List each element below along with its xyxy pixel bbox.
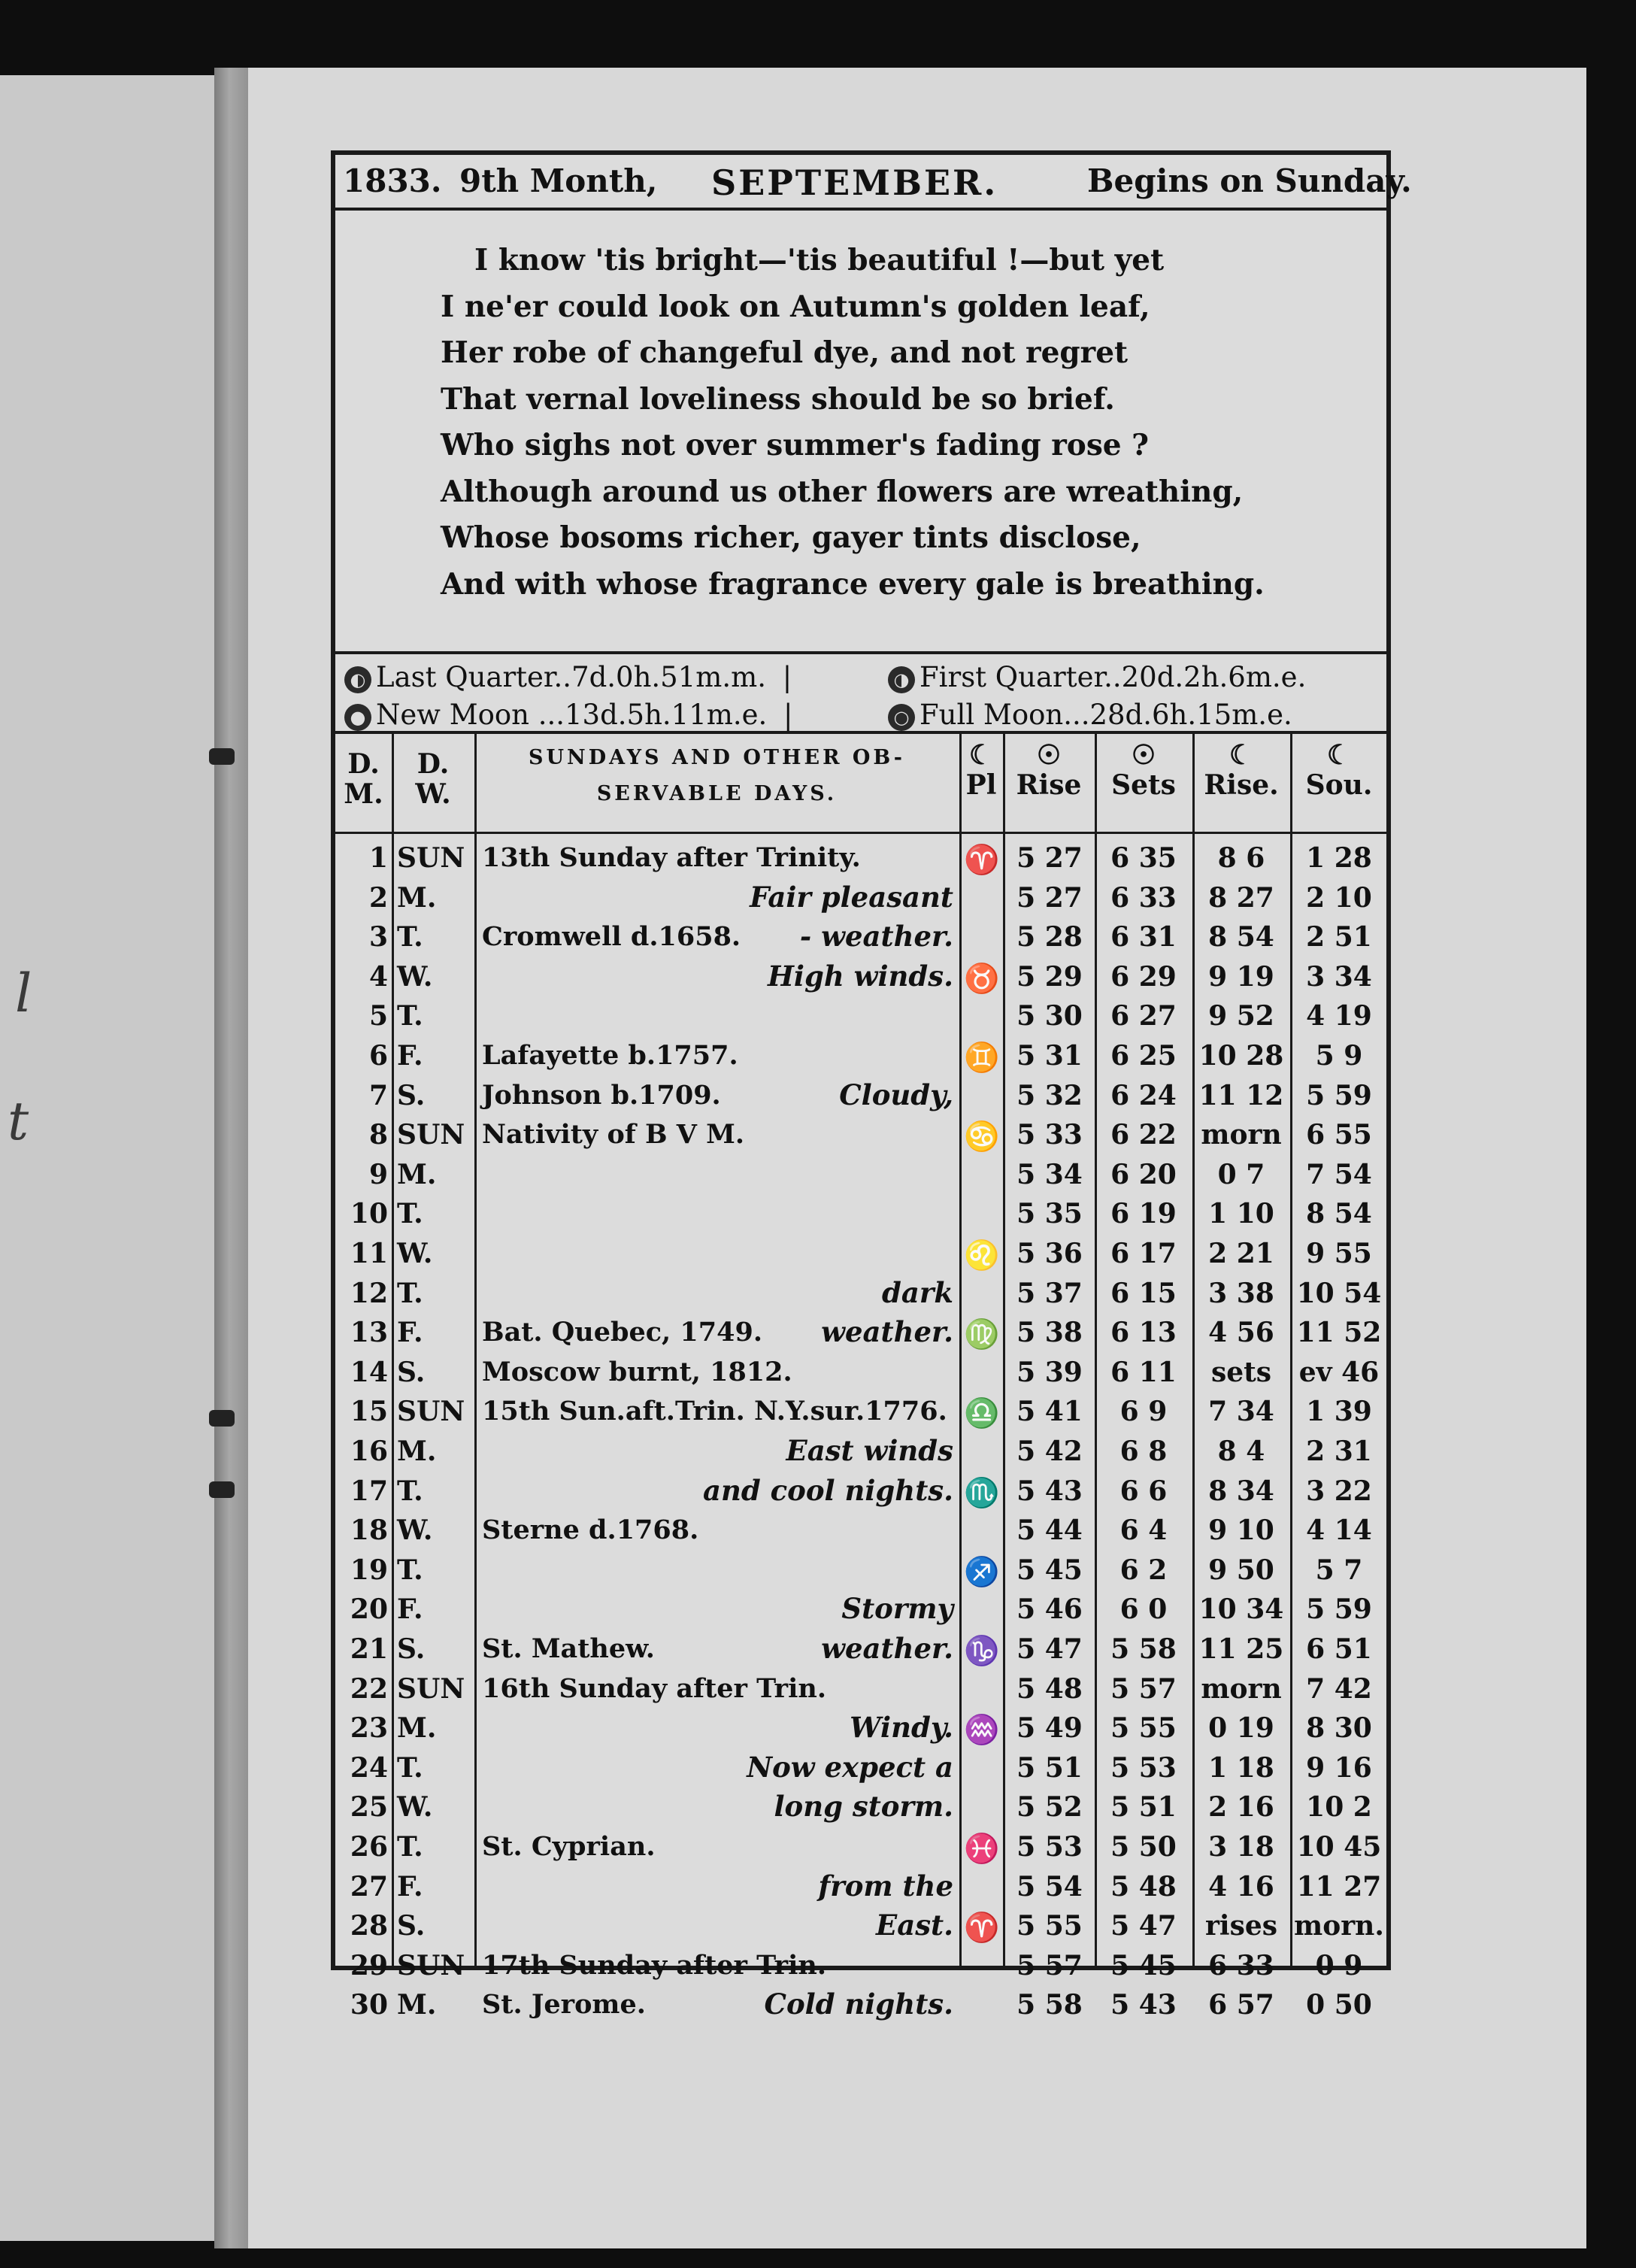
sun-sets: 6 33 (1110, 881, 1177, 914)
weather-note: long storm. (774, 1790, 953, 1824)
moon-rise: 8 27 (1208, 881, 1274, 914)
moon-south: 10 2 (1306, 1791, 1372, 1824)
planet-sign: ♈ (964, 842, 1000, 876)
moon-south: 4 14 (1306, 1515, 1372, 1547)
day-of-month: 28 (350, 1910, 388, 1942)
moon-south: 11 52 (1296, 1317, 1382, 1349)
sun-sets: 6 35 (1110, 842, 1177, 874)
book-gutter (214, 68, 252, 2248)
observance: 15th Sun.aft.Trin. N.Y.sur.1776. (482, 1396, 947, 1427)
moon-south: 9 16 (1306, 1751, 1372, 1784)
day-of-month: 15 (350, 1396, 388, 1428)
sun-sets: 6 6 (1119, 1475, 1168, 1507)
sun-sets: 6 13 (1110, 1317, 1177, 1349)
day-of-week: SUN (397, 1396, 465, 1428)
sun-sets: 6 24 (1110, 1079, 1177, 1111)
day-of-month: 19 (350, 1554, 388, 1586)
moon-south: 3 22 (1306, 1475, 1372, 1507)
table-row (335, 1116, 1386, 1156)
year: 1833. (343, 162, 442, 199)
day-of-week: W. (397, 1238, 433, 1269)
moon-south: 10 54 (1296, 1277, 1382, 1309)
moon-rise: 9 52 (1208, 1000, 1274, 1032)
almanac-sheet (331, 150, 1412, 2021)
sun-sets: 6 27 (1110, 1000, 1177, 1032)
moon-rise: 8 4 (1217, 1436, 1265, 1467)
observance: Johnson b.1709. (482, 1079, 721, 1111)
last-quarter: ◐ Last Quarter..7d.0h.51m.m. | (344, 659, 792, 696)
sun-rise: 5 47 (1016, 1633, 1083, 1665)
moon-rise: 0 7 (1217, 1158, 1265, 1190)
day-of-week: SUN (397, 842, 465, 874)
sun-icon: ☉ (1036, 739, 1062, 771)
col-sun-sets: ☉ Sets (1095, 740, 1192, 800)
day-of-month: 24 (350, 1751, 388, 1784)
planet-sign: ♎ (964, 1396, 1000, 1430)
weather-note: Cold nights. (764, 1988, 953, 2021)
binding-stitch (209, 1410, 235, 1427)
sun-rise: 5 29 (1016, 960, 1083, 993)
sun-rise: 5 36 (1016, 1238, 1083, 1269)
moon-rise: 6 33 (1208, 1949, 1274, 1981)
table-row (335, 1551, 1386, 1591)
day-of-week: SUN (397, 1672, 465, 1705)
weather-note: and cool nights. (703, 1473, 953, 1507)
sun-rise: 5 49 (1016, 1712, 1083, 1745)
sun-sets: 5 58 (1110, 1633, 1177, 1665)
weather-note: from the (818, 1869, 953, 1903)
day-of-month: 7 (368, 1079, 388, 1111)
moon-rise: rises (1204, 1910, 1278, 1942)
planet-sign: ♓ (964, 1831, 1000, 1865)
new-moon-icon: ● (344, 704, 371, 731)
weather-note: Stormy (841, 1592, 953, 1626)
table-row (335, 1828, 1386, 1868)
table-row (335, 1037, 1386, 1077)
poem-line: I ne'er could look on Autumn's golden leaf, (441, 289, 1150, 324)
col-sun-rise: ☉ Rise (1003, 740, 1095, 800)
day-of-month: 30 (350, 1989, 388, 2021)
moon-rise: 10 34 (1198, 1593, 1284, 1626)
moon-south: morn. (1294, 1910, 1384, 1942)
observance: Cromwell d.1658. (482, 921, 741, 953)
moon-south: 4 19 (1306, 1000, 1372, 1032)
sun-rise: 5 37 (1016, 1277, 1083, 1309)
phase-separator: | (782, 661, 792, 693)
moon-rise: morn (1201, 1672, 1282, 1705)
calendar-table (335, 734, 1386, 2021)
moon-south: 3 34 (1306, 960, 1372, 993)
poem-line: Whose bosoms richer, gayer tints disclose, (441, 520, 1141, 555)
sun-rise: 5 42 (1016, 1436, 1083, 1467)
sun-sets: 6 31 (1110, 921, 1177, 954)
sun-sets: 5 50 (1110, 1831, 1177, 1863)
day-of-month: 9 (368, 1158, 388, 1190)
day-of-week: W. (397, 960, 433, 993)
day-of-week: T. (397, 1751, 423, 1784)
moon-rise: 9 19 (1208, 960, 1274, 993)
poem-line: That vernal loveliness should be so brief. (441, 381, 1115, 417)
table-row (335, 1393, 1386, 1433)
moon-south: 5 59 (1306, 1079, 1372, 1111)
weather-note: - weather. (799, 920, 953, 954)
sun-rise: 5 30 (1016, 1000, 1083, 1032)
moon-rise: 1 10 (1208, 1198, 1274, 1230)
day-of-month: 17 (350, 1475, 388, 1507)
day-of-week: S. (397, 1079, 426, 1111)
day-of-month: 8 (368, 1119, 388, 1151)
weather-note: weather. (821, 1632, 953, 1665)
sun-rise: 5 41 (1016, 1396, 1083, 1428)
sun-sets: 6 20 (1110, 1158, 1177, 1190)
planet-sign: ♐ (964, 1554, 1000, 1588)
poem-line: And with whose fragrance every gale is breathing. (441, 566, 1265, 602)
month-header (335, 155, 1412, 211)
sun-sets: 5 43 (1110, 1989, 1177, 2021)
day-of-month: 23 (350, 1712, 388, 1745)
sun-sets: 6 22 (1110, 1119, 1177, 1151)
day-of-month: 4 (368, 960, 388, 993)
sun-rise: 5 54 (1016, 1870, 1083, 1903)
col-day-month: D. M. (344, 748, 383, 810)
day-of-month: 5 (368, 1000, 388, 1032)
moon-south: 9 55 (1306, 1238, 1372, 1269)
poem-line: Who sighs not over summer's fading rose ? (441, 428, 1150, 462)
sun-sets: 5 55 (1110, 1712, 1177, 1745)
observance: St. Jerome. (482, 1989, 646, 2021)
weather-note: Cloudy, (839, 1078, 953, 1111)
moon-rise: 11 25 (1198, 1633, 1284, 1665)
sun-rise: 5 58 (1016, 1989, 1083, 2021)
moon-rise: 1 18 (1208, 1751, 1274, 1784)
sun-rise: 5 33 (1016, 1119, 1083, 1151)
begins-on: Begins on Sunday. (1087, 162, 1412, 199)
sun-rise: 5 38 (1016, 1317, 1083, 1349)
observance: Bat. Quebec, 1749. (482, 1317, 763, 1348)
weather-note: East. (876, 1909, 953, 1942)
col-south: ☾ Sou. (1290, 740, 1388, 800)
day-of-week: S. (397, 1356, 426, 1388)
sun-rise: 5 52 (1016, 1791, 1083, 1824)
day-of-month: 13 (350, 1317, 388, 1349)
moon-south: 8 30 (1306, 1712, 1372, 1745)
day-of-week: M. (397, 881, 437, 914)
sun-sets: 5 48 (1110, 1870, 1177, 1903)
moon-south: 2 31 (1306, 1436, 1372, 1467)
day-of-week: T. (397, 1475, 423, 1507)
col-observable-days: SUNDAYS AND OTHER OB- SERVABLE DAYS. (529, 746, 905, 805)
table-row (335, 1670, 1386, 1710)
sun-sets: 5 53 (1110, 1751, 1177, 1784)
day-of-month: 2 (368, 881, 388, 914)
moon-south: 0 50 (1306, 1989, 1372, 2021)
observance: Nativity of B V M. (482, 1119, 745, 1151)
observance: St. Mathew. (482, 1633, 655, 1664)
sun-rise: 5 48 (1016, 1672, 1083, 1705)
day-of-week: T. (397, 921, 423, 954)
sun-sets: 5 45 (1110, 1949, 1177, 1981)
day-of-week: SUN (397, 1119, 465, 1151)
sun-rise: 5 35 (1016, 1198, 1083, 1230)
col-moon-rise: ☾ Rise. (1192, 740, 1290, 800)
moon-rise: 11 12 (1198, 1079, 1284, 1111)
poem-line: I know 'tis bright—'tis beautiful !—but yet (474, 243, 1165, 277)
day-of-week: F. (397, 1593, 423, 1626)
moon-south: 7 54 (1306, 1158, 1372, 1190)
moon-rise: 9 50 (1208, 1554, 1274, 1586)
day-of-week: T. (397, 1554, 423, 1586)
sun-sets: 6 9 (1119, 1396, 1168, 1428)
moon-south: 5 9 (1315, 1040, 1363, 1072)
day-of-week: M. (397, 1436, 437, 1467)
moon-south: 1 39 (1306, 1396, 1372, 1428)
sun-sets: 6 17 (1110, 1238, 1177, 1269)
sun-rise: 5 57 (1016, 1949, 1083, 1981)
handwritten-mark: t (8, 1090, 29, 1152)
weather-note: Windy. (850, 1711, 953, 1745)
day-of-month: 1 (368, 842, 388, 874)
sun-sets: 5 47 (1110, 1910, 1177, 1942)
moon-south: 5 7 (1315, 1554, 1363, 1586)
sun-sets: 6 29 (1110, 960, 1177, 993)
planet-sign: ♉ (964, 960, 1000, 995)
observance: St. Cyprian. (482, 1831, 656, 1862)
left-page (0, 75, 226, 2241)
day-of-week: M. (397, 1712, 437, 1745)
day-of-month: 22 (350, 1672, 388, 1705)
first-quarter-icon: ◑ (888, 666, 915, 693)
table-row (335, 1947, 1386, 1987)
table-row (335, 997, 1386, 1037)
moon-south: 2 10 (1306, 881, 1372, 914)
sun-rise: 5 53 (1016, 1831, 1083, 1863)
moon-rise: 7 34 (1208, 1396, 1274, 1428)
observance: 17th Sunday after Trin. (482, 1949, 827, 1981)
first-quarter: ◑ First Quarter..20d.2h.6m.e. (888, 659, 1306, 696)
table-row (335, 1156, 1386, 1196)
table-row (335, 839, 1386, 879)
full-moon-icon: ○ (888, 704, 915, 731)
planet-sign: ♏ (964, 1475, 1000, 1509)
day-of-month: 26 (350, 1831, 388, 1863)
planet-sign: ♒ (964, 1712, 1000, 1747)
moon-rise: 6 57 (1208, 1989, 1274, 2021)
weather-note: Fair pleasant (750, 880, 953, 914)
sun-rise: 5 46 (1016, 1593, 1083, 1626)
moon-icon: ☾ (1326, 739, 1352, 771)
planet-sign: ♑ (964, 1633, 1000, 1667)
day-of-month: 14 (350, 1356, 388, 1388)
sun-sets: 5 51 (1110, 1791, 1177, 1824)
last-quarter-icon: ◐ (344, 666, 371, 693)
sun-sets: 6 19 (1110, 1198, 1177, 1230)
day-of-week: S. (397, 1633, 426, 1665)
planet-sign: ♋ (964, 1119, 1000, 1154)
weather-note: weather. (821, 1315, 953, 1349)
day-of-week: M. (397, 1158, 437, 1190)
moon-rise: 2 21 (1208, 1238, 1274, 1269)
moon-rise: 2 16 (1208, 1791, 1274, 1824)
full-moon: ○ Full Moon...28d.6h.15m.e. (888, 696, 1292, 734)
moon-rise: 3 38 (1208, 1277, 1274, 1309)
moon-south: 1 28 (1306, 842, 1372, 874)
moon-south: 0 9 (1315, 1949, 1363, 1981)
moon-rise: 4 16 (1208, 1870, 1274, 1903)
moon-rise: 0 19 (1208, 1712, 1274, 1745)
day-of-month: 6 (368, 1040, 388, 1072)
sun-rise: 5 44 (1016, 1515, 1083, 1547)
day-of-week: M. (397, 1989, 437, 2021)
day-of-month: 21 (350, 1633, 388, 1665)
moon-rise: 10 28 (1198, 1040, 1284, 1072)
day-of-week: F. (397, 1040, 423, 1072)
day-of-month: 20 (350, 1593, 388, 1626)
day-of-month: 10 (350, 1198, 388, 1230)
moon-rise: morn (1201, 1119, 1282, 1151)
moon-rise: sets (1210, 1356, 1272, 1388)
moon-south: 10 45 (1296, 1831, 1382, 1863)
poem (441, 238, 1365, 608)
weather-note: Now expect a (747, 1750, 953, 1784)
planet-sign: ♊ (964, 1040, 1000, 1074)
month-number: 9th Month, (459, 162, 658, 199)
binding-stitch (209, 748, 235, 765)
moon-icon: ☾ (968, 739, 994, 771)
sun-sets: 5 57 (1110, 1672, 1177, 1705)
planet-sign: ♈ (964, 1910, 1000, 1945)
day-of-week: T. (397, 1277, 423, 1309)
sun-rise: 5 27 (1016, 842, 1083, 874)
day-of-month: 3 (368, 921, 388, 954)
sun-rise: 5 43 (1016, 1475, 1083, 1507)
day-of-week: T. (397, 1831, 423, 1863)
sun-sets: 6 2 (1119, 1554, 1168, 1586)
sun-sets: 6 0 (1119, 1593, 1168, 1626)
moon-south: 6 55 (1306, 1119, 1372, 1151)
day-of-month: 12 (350, 1277, 388, 1309)
observance: Moscow burnt, 1812. (482, 1356, 792, 1387)
day-of-month: 16 (350, 1436, 388, 1467)
sun-rise: 5 27 (1016, 881, 1083, 914)
weather-note: East winds (786, 1434, 953, 1467)
day-of-week: T. (397, 1000, 423, 1032)
poem-line: Although around us other flowers are wreathing, (441, 474, 1244, 509)
day-of-week: W. (397, 1515, 433, 1547)
moon-phases (335, 651, 1386, 734)
month-title: SEPTEMBER. (711, 162, 998, 203)
binding-stitch (209, 1481, 235, 1498)
weather-note: dark (882, 1275, 953, 1309)
moon-rise: 8 6 (1217, 842, 1265, 874)
moon-south: 8 54 (1306, 1198, 1372, 1230)
day-of-month: 27 (350, 1870, 388, 1903)
day-of-week: T. (397, 1198, 423, 1230)
day-of-week: F. (397, 1870, 423, 1903)
sun-sets: 6 4 (1119, 1515, 1168, 1547)
observance: 13th Sunday after Trinity. (482, 842, 861, 873)
observance: Lafayette b.1757. (482, 1040, 738, 1071)
moon-rise: 9 10 (1208, 1515, 1274, 1547)
sun-rise: 5 32 (1016, 1079, 1083, 1111)
sun-rise: 5 28 (1016, 921, 1083, 954)
sun-rise: 5 51 (1016, 1751, 1083, 1784)
handwritten-mark: l (15, 963, 32, 1024)
weather-note: High winds. (767, 959, 953, 993)
sun-rise: 5 31 (1016, 1040, 1083, 1072)
table-row (335, 1354, 1386, 1393)
day-of-week: F. (397, 1317, 423, 1349)
table-row (335, 1195, 1386, 1235)
table-row (335, 1235, 1386, 1275)
sun-sets: 6 25 (1110, 1040, 1177, 1072)
observance: 16th Sunday after Trin. (482, 1672, 827, 1704)
day-of-month: 11 (350, 1238, 388, 1269)
poem-line: Her robe of changeful dye, and not regret (441, 335, 1129, 370)
col-planet: ☾ Pl (959, 740, 1003, 800)
day-of-week: S. (397, 1910, 426, 1942)
sun-rise: 5 34 (1016, 1158, 1083, 1190)
moon-south: ev 46 (1298, 1356, 1380, 1388)
moon-rise: 8 54 (1208, 921, 1274, 954)
sun-sets: 6 15 (1110, 1277, 1177, 1309)
col-day-week: D. W. (415, 748, 451, 810)
new-moon: ● New Moon ...13d.5h.11m.e. | (344, 696, 793, 734)
moon-south: 7 42 (1306, 1672, 1372, 1705)
sun-rise: 5 39 (1016, 1356, 1083, 1388)
moon-south: 2 51 (1306, 921, 1372, 954)
moon-icon: ☾ (1229, 739, 1254, 771)
day-of-week: W. (397, 1791, 433, 1824)
day-of-month: 29 (350, 1949, 388, 1981)
moon-south: 11 27 (1296, 1870, 1382, 1903)
moon-south: 5 59 (1306, 1593, 1372, 1626)
sun-rise: 5 55 (1016, 1910, 1083, 1942)
header-rule (335, 832, 1386, 834)
moon-rise: 4 56 (1208, 1317, 1274, 1349)
day-of-week: SUN (397, 1949, 465, 1981)
moon-rise: 3 18 (1208, 1831, 1274, 1863)
sun-sets: 6 8 (1119, 1436, 1168, 1467)
day-of-month: 18 (350, 1515, 388, 1547)
table-row (335, 1511, 1386, 1551)
moon-south: 6 51 (1306, 1633, 1372, 1665)
moon-rise: 8 34 (1208, 1475, 1274, 1507)
planet-sign: ♌ (964, 1238, 1000, 1272)
day-of-month: 25 (350, 1791, 388, 1824)
observance: Sterne d.1768. (482, 1515, 699, 1546)
sun-sets: 6 11 (1110, 1356, 1177, 1388)
phase-separator: | (783, 699, 793, 731)
sun-rise: 5 45 (1016, 1554, 1083, 1586)
planet-sign: ♍ (964, 1317, 1000, 1351)
sun-icon: ☉ (1131, 739, 1156, 771)
